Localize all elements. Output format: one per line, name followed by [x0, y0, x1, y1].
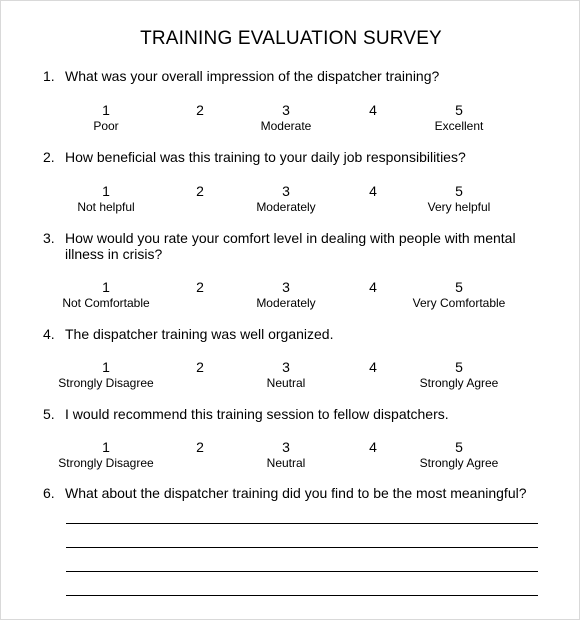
rating-number: 1 — [102, 183, 110, 199]
rating-number: 3 — [282, 102, 290, 118]
rating-number: 1 — [102, 279, 110, 295]
rating-number: 5 — [455, 102, 463, 118]
rating-number: 2 — [196, 359, 204, 375]
question-number: 3. — [43, 230, 55, 246]
rating-number: 5 — [455, 439, 463, 455]
rating-label: Not Comfortable — [62, 296, 150, 310]
question-2 — [43, 149, 553, 165]
rating-label: Poor — [93, 119, 119, 133]
question-text: How would you rate your comfort level in dealing with people with mental illness in crisis? — [65, 230, 516, 262]
question-text: What about the dispatcher training did you find to be the most meaningful? — [65, 485, 527, 501]
question-text: What was your overall impression of the dispatcher training? — [65, 68, 440, 84]
question-number: 1. — [43, 68, 55, 84]
rating-number: 5 — [455, 359, 463, 375]
question-number: 4. — [43, 326, 55, 342]
question-text: The dispatcher training was well organized. — [65, 326, 334, 342]
rating-scale-3 — [1, 279, 580, 313]
rating-option-5[interactable] — [389, 279, 529, 310]
rating-number: 4 — [369, 359, 377, 375]
question-number: 2. — [43, 149, 55, 165]
rating-label: Not helpful — [77, 200, 135, 214]
rating-number: 1 — [102, 439, 110, 455]
rating-option-5[interactable] — [389, 439, 529, 470]
rating-number: 1 — [102, 102, 110, 118]
rating-number: 4 — [369, 183, 377, 199]
rating-number: 2 — [196, 183, 204, 199]
question-text: How beneficial was this training to your daily job responsibilities? — [65, 149, 466, 165]
rating-number: 1 — [102, 359, 110, 375]
rating-number: 3 — [282, 359, 290, 375]
question-6 — [43, 485, 563, 501]
rating-label: Moderately — [256, 296, 316, 310]
rating-number: 3 — [282, 183, 290, 199]
rating-label: Very helpful — [427, 200, 491, 214]
rating-scale-1 — [1, 102, 580, 136]
rating-number: 5 — [455, 183, 463, 199]
rating-option-5[interactable] — [389, 359, 529, 390]
question-text: I would recommend this training session to fellow dispatchers. — [65, 406, 449, 422]
rating-label: Strongly Agree — [419, 456, 499, 470]
rating-scale-5 — [1, 439, 580, 473]
question-1 — [43, 68, 553, 84]
answer-line[interactable] — [66, 523, 538, 524]
rating-number: 2 — [196, 279, 204, 295]
rating-label: Moderately — [256, 200, 316, 214]
question-number: 5. — [43, 406, 55, 422]
rating-label: Excellent — [434, 119, 484, 133]
rating-label: Strongly Disagree — [58, 376, 154, 390]
rating-scale-2 — [1, 183, 580, 217]
rating-number: 4 — [369, 439, 377, 455]
rating-number: 3 — [282, 279, 290, 295]
rating-label: Very Comfortable — [412, 296, 506, 310]
rating-number: 5 — [455, 279, 463, 295]
question-4 — [43, 326, 553, 342]
rating-option-5[interactable] — [389, 183, 529, 214]
rating-number: 3 — [282, 439, 290, 455]
question-3 — [43, 230, 553, 262]
question-number: 6. — [43, 485, 55, 501]
rating-option-5[interactable] — [389, 102, 529, 133]
rating-label: Neutral — [266, 456, 306, 470]
answer-line[interactable] — [66, 547, 538, 548]
rating-scale-4 — [1, 359, 580, 393]
rating-label: Strongly Agree — [419, 376, 499, 390]
answer-line[interactable] — [66, 571, 538, 572]
rating-number: 4 — [369, 102, 377, 118]
rating-number: 2 — [196, 439, 204, 455]
question-5 — [43, 406, 553, 422]
rating-label: Strongly Disagree — [58, 456, 154, 470]
answer-line[interactable] — [66, 595, 538, 596]
rating-number: 2 — [196, 102, 204, 118]
rating-number: 4 — [369, 279, 377, 295]
rating-label: Neutral — [266, 376, 306, 390]
page-title: TRAINING EVALUATION SURVEY — [140, 28, 442, 49]
rating-label: Moderate — [260, 119, 312, 133]
